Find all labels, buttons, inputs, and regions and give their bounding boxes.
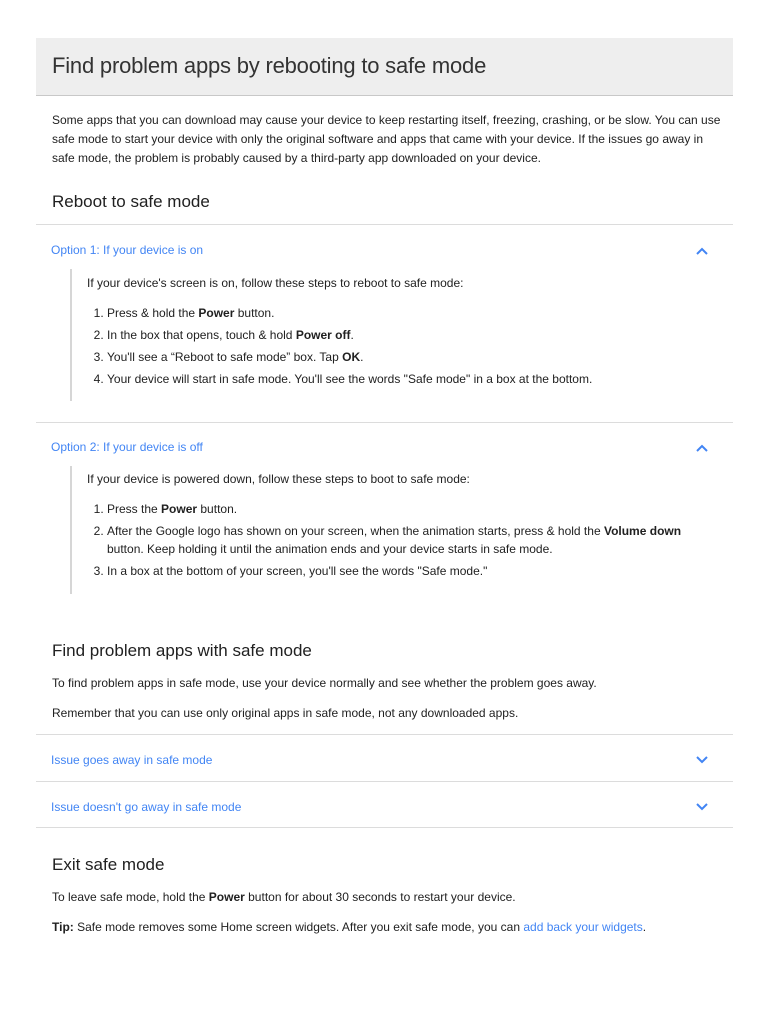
tip-label: Tip:	[52, 920, 74, 934]
step-text: In the box that opens, touch & hold	[107, 328, 296, 342]
tip-text: Safe mode removes some Home screen widgets. After you exit safe mode, you can	[73, 920, 524, 934]
find-heading: Find problem apps with safe mode	[52, 641, 312, 660]
step-bold: Power	[198, 306, 235, 320]
option2-intro: If your device is powered down, follow these steps to boot to safe mode:	[87, 472, 470, 486]
list-item	[107, 326, 687, 344]
option1-intro: If your device's screen is on, follow these steps to reboot to safe mode:	[87, 276, 464, 290]
step-bold: Power off	[295, 328, 351, 342]
divider	[36, 224, 733, 225]
divider	[36, 734, 733, 735]
step-text: button. Keep holding it until the animation ends and your device starts in safe mode.	[107, 542, 553, 556]
list-item	[107, 500, 687, 518]
step-text: .	[360, 350, 364, 364]
step-text: button.	[234, 306, 275, 320]
divider	[36, 827, 733, 828]
quote-bar	[70, 466, 72, 594]
step-text: You'll see a “Reboot to safe mode” box. Tap	[107, 350, 343, 364]
title-bar	[36, 38, 733, 96]
chevron-up-icon[interactable]	[694, 245, 710, 257]
option1-steps	[87, 304, 687, 392]
list-item	[107, 304, 687, 322]
exit-paragraph	[52, 890, 516, 904]
list-item	[107, 348, 687, 366]
exit-text: button for about 30 seconds to restart your device.	[244, 890, 516, 904]
list-item: 4. Your device will start in safe mode. You'll see the words "Safe mode" in a box at the bottom.	[107, 370, 687, 388]
quote-bar	[70, 269, 72, 401]
step-text: .	[350, 328, 354, 342]
step-text: Press & hold the	[107, 306, 199, 320]
option2-toggle[interactable]: Option 2: If your device is off	[51, 440, 203, 454]
reboot-heading: Reboot to safe mode	[52, 192, 210, 211]
option2-steps	[87, 500, 687, 584]
exit-text: To leave safe mode, hold the	[52, 890, 209, 904]
step-bold: Power	[161, 502, 198, 516]
option1-toggle[interactable]: Option 1: If your device is on	[51, 243, 204, 257]
find-paragraph-2: Remember that you can use only original apps in safe mode, not any downloaded apps.	[52, 706, 519, 720]
chevron-down-icon[interactable]	[694, 801, 710, 813]
chevron-down-icon[interactable]	[694, 754, 710, 766]
divider	[36, 422, 733, 423]
step-bold: Volume down	[603, 524, 682, 538]
add-back-widgets-link[interactable]: add back your widgets	[523, 920, 643, 934]
tip-end: .	[642, 920, 647, 934]
step-text: button.	[197, 502, 238, 516]
list-item	[107, 522, 687, 558]
issue-stays-toggle[interactable]: Issue doesn't go away in safe mode	[51, 800, 242, 814]
step-bold: OK	[342, 350, 361, 364]
step-text: Press the	[107, 502, 162, 516]
find-paragraph-1: To find problem apps in safe mode, use your device normally and see whether the problem goes away.	[52, 676, 597, 690]
intro-paragraph: Some apps that you can download may cause your device to keep restarting itself, freezing, crashing, or be slow. You can use safe mode to start your device with only the original software and apps that came with your device. If the issues go away in safe mode, the problem is probably caused by a third-party app downloaded on your device.	[52, 113, 721, 165]
chevron-up-icon[interactable]	[694, 442, 710, 454]
tip-paragraph	[52, 920, 646, 934]
issue-goes-away-toggle[interactable]: Issue goes away in safe mode	[51, 753, 213, 767]
exit-bold: Power	[208, 890, 245, 904]
divider	[36, 781, 733, 782]
list-item: 3. In a box at the bottom of your screen, you'll see the words "Safe mode."	[107, 562, 687, 580]
step-text: After the Google logo has shown on your screen, when the animation starts, press & hold the	[107, 524, 604, 538]
exit-heading: Exit safe mode	[52, 855, 165, 874]
page-title: Find problem apps by rebooting to safe mode	[52, 53, 487, 78]
